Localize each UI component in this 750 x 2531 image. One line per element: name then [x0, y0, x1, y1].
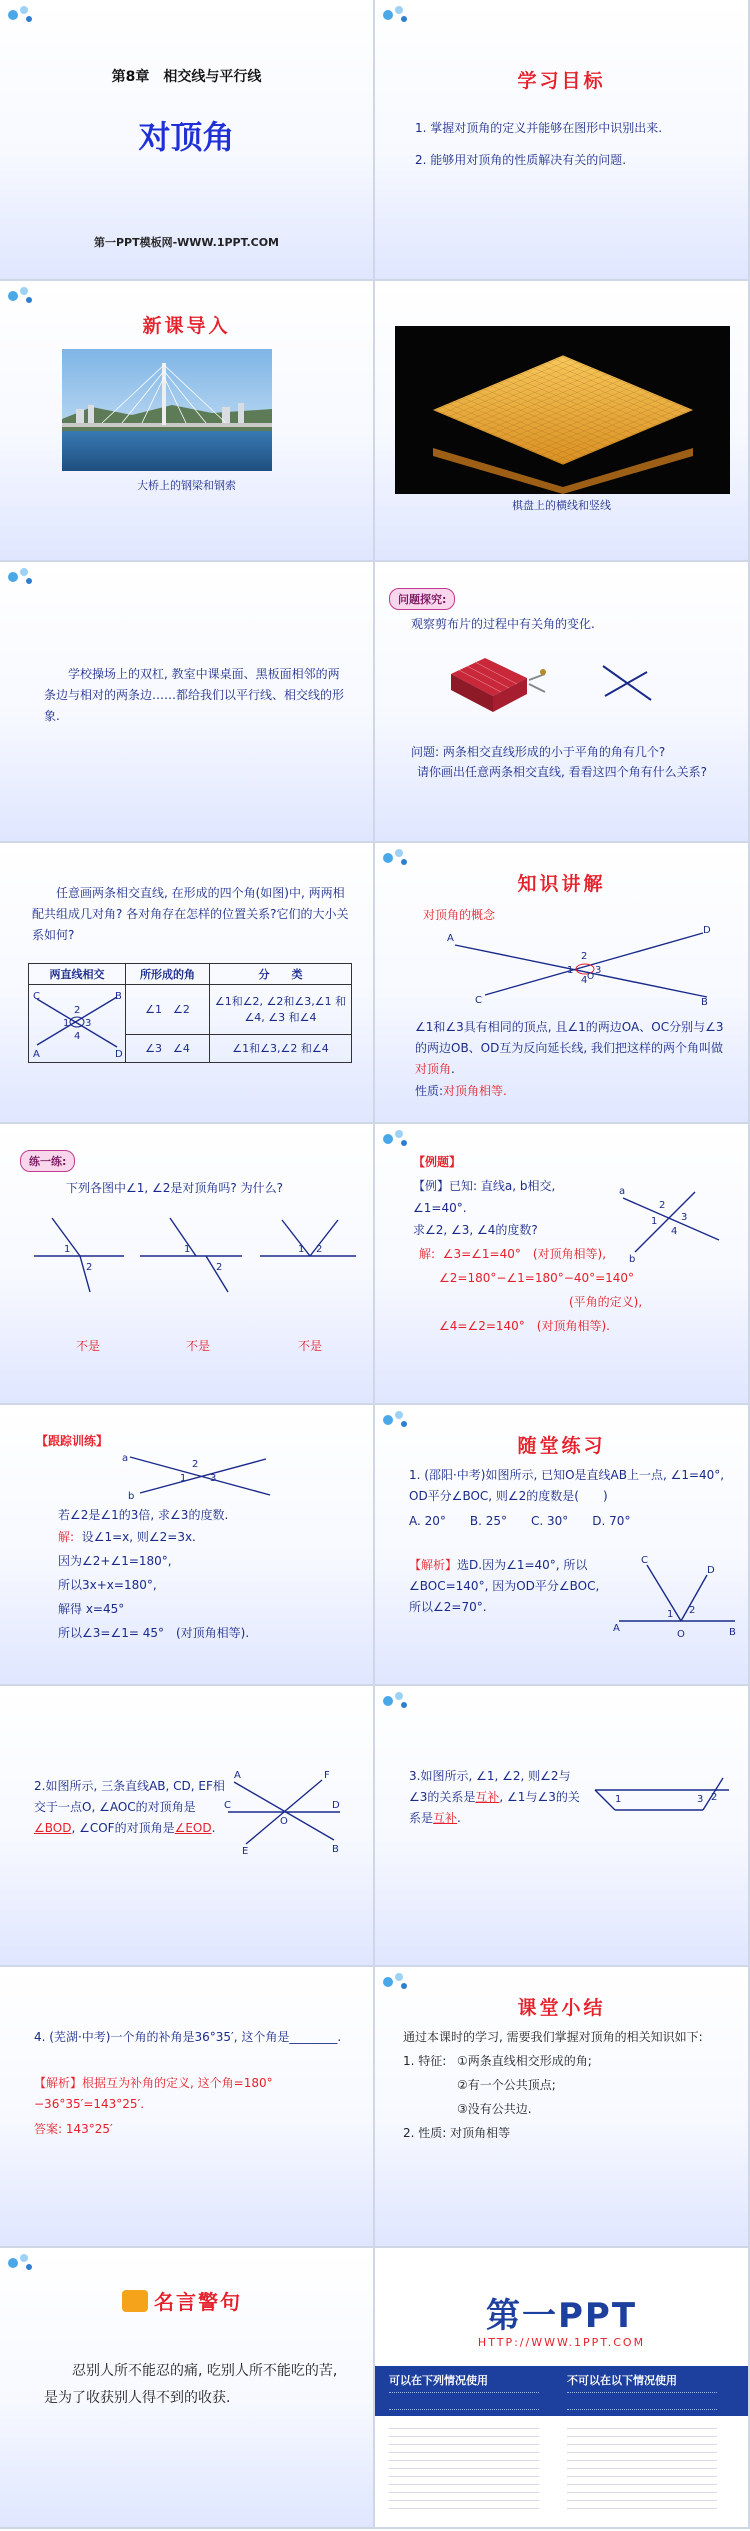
fig-label: 2: [86, 1262, 93, 1273]
brand-url[interactable]: HTTP://WWW.1PPT.COM: [477, 2336, 646, 2349]
slide-9-practice[interactable]: [0, 1124, 375, 1405]
table-cell: ∠3 ∠4: [126, 1034, 210, 1062]
observe-line: 观察剪布片的过程中有关角的变化.: [411, 617, 595, 631]
chapter-title: 第8章 相交线与平行线: [111, 69, 262, 85]
label-3: 3: [595, 965, 602, 976]
analysis-label: 【解析】: [409, 1558, 458, 1572]
property-line: [415, 1081, 507, 1102]
example-tag: 【例题】: [413, 1155, 462, 1169]
slide-heading: 随堂练习: [517, 1435, 606, 1457]
label-2: 2: [659, 1200, 666, 1211]
slide-17-quote[interactable]: [0, 2248, 375, 2529]
slide-18-brand[interactable]: [375, 2248, 750, 2529]
three-lines-figure: [224, 1766, 344, 1856]
quote-text: 忍别人所不能忍的痛, 吃别人所不能吃的苦, 是为了收获别人得不到的收获.: [44, 2363, 338, 2406]
label-2: 2: [689, 1605, 696, 1616]
label-f: F: [324, 1770, 330, 1781]
line-label-a: a: [122, 1453, 129, 1464]
solution-label: 解:: [58, 1530, 75, 1544]
exercise-2-question: [34, 1776, 234, 1839]
analysis-label: 【解析】: [34, 2076, 83, 2090]
angle-table: [28, 963, 352, 1063]
solution-step: 设∠1=x, 则∠2=3x.: [81, 1530, 196, 1544]
label-b: B: [332, 1844, 339, 1855]
exercise-analysis: [409, 1555, 601, 1618]
sparkle-icon: [6, 2254, 40, 2278]
answer-blank: ∠EOD: [174, 1821, 212, 1835]
label-d: D: [115, 1049, 123, 1059]
answer-blank: ∠BOD: [34, 1821, 72, 1835]
summary-feature-1: ①两条直线相交形成的角;: [457, 2054, 592, 2068]
quote-heading: 名言警句: [154, 2290, 242, 2314]
training-solution-3: 所以3x+x=180°,: [58, 1578, 157, 1592]
link-list-right: [567, 2428, 717, 2514]
sparkle-icon: [6, 287, 40, 311]
exercise-question: 1. (邵阳·中考)如图所示, 已知O是直线AB上一点, ∠1=40°, OD平分∠BOC, 则∠2的度数是( ): [409, 1468, 725, 1503]
q-part: 2.如图所示, 三条直线AB, CD, EF相交于一点O, ∠AOC的对顶角是: [34, 1779, 225, 1814]
slide-6-explore[interactable]: [375, 562, 750, 843]
solution-step: ∠3=∠1=40° (对顶角相等),: [442, 1247, 607, 1261]
fig-label: 2: [216, 1262, 223, 1273]
slide-5-text[interactable]: [0, 562, 375, 843]
answer-3: 不是: [298, 1339, 323, 1353]
example-given: 【例】已知: 直线a, b相交,: [413, 1179, 556, 1193]
answer-2: 不是: [186, 1339, 211, 1353]
label-1: 1: [63, 1018, 70, 1029]
label-d: D: [332, 1800, 340, 1811]
table-question: 任意画两条相交直线, 在形成的四个角(如图)中, 两两相配共组成几对角? 各对角存在怎样的位置关系?它们的大小关系如何?: [32, 886, 349, 942]
summary-feature-3: ③没有公共边.: [457, 2102, 532, 2116]
label-b: B: [115, 991, 122, 1002]
exercise-4-answer: 答案: 143°25′: [34, 2122, 113, 2136]
table-cell: ∠1 ∠2: [126, 985, 210, 1035]
bridge-photo: [62, 349, 272, 471]
table-header: 所形成的角: [126, 964, 210, 985]
slide-7-table[interactable]: [0, 843, 375, 1124]
sparkle-icon: [6, 568, 40, 592]
slide-14-exercise-3[interactable]: [375, 1686, 750, 1967]
exercise-options: A. 20° B. 25° C. 30° D. 70°: [409, 1514, 631, 1528]
label-a: A: [613, 1623, 620, 1634]
label-a: A: [447, 933, 454, 944]
label-a: A: [33, 1049, 40, 1059]
slide-2-goals[interactable]: [375, 0, 750, 281]
slide-heading: 新课导入: [142, 315, 231, 337]
brand-band: [375, 2366, 748, 2416]
practice-question: 下列各图中∠1, ∠2是对顶角吗? 为什么?: [66, 1181, 283, 1195]
training-figure: [120, 1451, 280, 1501]
intersecting-lines-figure: [29, 985, 125, 1059]
exercise-4-question: 4. (芜湖·中考)一个角的补角是36°35′, 这个角是________.: [34, 2030, 342, 2044]
example-angle: ∠1=40°.: [413, 1201, 467, 1215]
label-o: O: [280, 1816, 288, 1827]
line-label-a: a: [619, 1186, 626, 1197]
answer-blank: 互补: [475, 1790, 500, 1804]
fig-label: 2: [316, 1244, 323, 1255]
summary-feature-2: ②有一个公共顶点;: [457, 2078, 556, 2092]
label-3: 3: [681, 1212, 688, 1223]
label-1: 1: [180, 1473, 187, 1484]
training-solution-1: [58, 1527, 196, 1548]
link-list-left: [389, 2428, 539, 2514]
solution-label: 解:: [419, 1247, 436, 1261]
label-1: 1: [567, 965, 574, 976]
q-part: .: [211, 1821, 216, 1835]
line-label-b: b: [128, 1491, 135, 1501]
slide-3-intro[interactable]: [0, 281, 375, 562]
table-header: 两直线相交: [29, 964, 126, 985]
answer-1: 不是: [76, 1339, 101, 1353]
label-o: O: [677, 1629, 685, 1640]
bridge-caption: 大桥上的钢梁和钢索: [137, 479, 236, 492]
property-text: 对顶角相等.: [443, 1084, 507, 1098]
answer-blank: 互补: [433, 1811, 458, 1825]
band-cannot-use: 不可以在以下情况使用: [567, 2374, 677, 2387]
label-4: 4: [671, 1226, 678, 1237]
label-1: 1: [615, 1794, 622, 1805]
cover-site: 第一PPT模板网-WWW.1PPT.COM: [93, 236, 280, 249]
q-part: .: [457, 1811, 461, 1825]
goal-2: 2. 能够用对顶角的性质解决有关的问题.: [415, 153, 627, 167]
q-part: , ∠1与∠3的关系是: [409, 1790, 580, 1825]
exercise-4-analysis: [34, 2073, 344, 2115]
label-1: 1: [651, 1216, 658, 1227]
label-2: 2: [581, 951, 588, 962]
solution-3: (平角的定义),: [569, 1295, 643, 1309]
band-lines: [567, 2392, 717, 2410]
question-2: 请你画出任意两条相交直线, 看看这四个角有什么关系?: [417, 765, 708, 779]
slide-16-summary[interactable]: [375, 1967, 750, 2248]
table-figure-cell: [29, 985, 126, 1063]
label-1: 1: [667, 1609, 674, 1620]
label-4: 4: [74, 1031, 81, 1042]
q-part: , ∠COF的对顶角是: [71, 1821, 175, 1835]
label-4: 4: [581, 975, 588, 986]
fig-label: 1: [64, 1244, 71, 1255]
pencil-icon: [122, 2290, 148, 2312]
label-c: C: [475, 995, 482, 1006]
label-a: A: [234, 1770, 241, 1781]
property-label: 性质:: [415, 1084, 444, 1098]
solution-2: ∠2=180°−∠1=180°−40°=140°: [439, 1271, 635, 1285]
solution-1: [419, 1244, 606, 1265]
sparkle-icon: [381, 1692, 415, 1716]
slide-heading: 课堂小结: [517, 1997, 606, 2019]
vertical-angles-figure: [445, 923, 715, 1007]
label-o: O: [587, 972, 595, 982]
label-3: 3: [85, 1018, 92, 1029]
analysis-text: 根据互为补角的定义, 这个角=180°−36°35′=143°25′.: [34, 2076, 273, 2111]
label-2: 2: [74, 1005, 81, 1016]
exercise-figure: [611, 1551, 741, 1651]
brand-logo: 第一PPT: [485, 2296, 638, 2336]
quote-heading-box: [122, 2286, 242, 2315]
explore-tag: 问题探究:: [389, 588, 455, 610]
exercise-3-figure: [587, 1770, 737, 1830]
label-3: 3: [210, 1473, 217, 1484]
q-part: 3.如图所示, ∠1, ∠2, 则∠2与∠3的关系是: [409, 1769, 571, 1804]
label-d: D: [707, 1565, 715, 1576]
definition-text: ∠1和∠3具有相同的顶点, 且∠1的两边OA、OC分别与∠3的两边OB、OD互为反向延长线, 我们把这样的两个角叫做: [415, 1020, 724, 1055]
chessboard-photo: [395, 326, 730, 494]
band-lines: [389, 2392, 539, 2410]
example-ask: 求∠2, ∠3, ∠4的度数?: [413, 1223, 538, 1237]
concept-subtitle: 对顶角的概念: [423, 908, 496, 922]
slide-4-chessboard[interactable]: [375, 281, 750, 562]
slide-10-example[interactable]: [375, 1124, 750, 1405]
training-solution-2: 因为∠2+∠1=180°,: [58, 1554, 172, 1568]
label-d: D: [703, 925, 711, 936]
sparkle-icon: [381, 6, 415, 30]
label-b: B: [701, 997, 708, 1007]
table-cell: ∠1和∠3,∠2 和∠4: [209, 1034, 351, 1062]
summary-intro: 通过本课时的学习, 需要我们掌握对顶角的相关知识如下:: [403, 2030, 703, 2044]
solution-4: ∠4=∠2=140° (对顶角相等).: [439, 1319, 610, 1333]
label-c: C: [224, 1800, 231, 1811]
label-2: 2: [192, 1459, 199, 1470]
cloth-scissors-figure: [445, 650, 675, 720]
goal-1: 1. 掌握对顶角的定义并能够在图形中识别出来.: [415, 121, 663, 135]
training-question: 若∠2是∠1的3倍, 求∠3的度数.: [58, 1508, 229, 1522]
slide-heading: 学习目标: [517, 70, 606, 92]
exercise-3-question: [409, 1766, 581, 1829]
cover-title: 对顶角: [138, 118, 235, 156]
slide-12-exercise[interactable]: [375, 1405, 750, 1686]
fig-label: 1: [298, 1244, 305, 1255]
analysis-text: 选D.因为∠1=40°, 所以∠BOC=140°, 因为OD平分∠BOC, 所以∠2=70°.: [409, 1558, 600, 1614]
sparkle-icon: [381, 1130, 415, 1154]
slide-11-training[interactable]: [0, 1405, 375, 1686]
slide-8-concept[interactable]: [375, 843, 750, 1124]
practice-figures: [20, 1204, 360, 1304]
label-c: C: [33, 991, 40, 1002]
table-header: 分 类: [209, 964, 351, 985]
training-tag: 【跟踪训练】: [36, 1434, 109, 1448]
label-b: B: [729, 1627, 736, 1638]
definition-end: .: [451, 1062, 455, 1076]
concept-definition: [415, 1017, 733, 1080]
line-label-b: b: [629, 1254, 636, 1264]
example-figure: [615, 1184, 725, 1264]
label-3: 3: [697, 1794, 704, 1805]
band-can-use: 可以在下列情况使用: [389, 2374, 488, 2387]
label-c: C: [641, 1555, 648, 1566]
practice-tag: 练一练:: [20, 1150, 75, 1172]
definition-term: 对顶角: [415, 1062, 452, 1076]
label-2: 2: [711, 1792, 718, 1803]
summary-feature: 1. 特征:: [403, 2054, 447, 2068]
table-cell: ∠1和∠2, ∠2和∠3,∠1 和∠4, ∠3 和∠4: [209, 985, 351, 1035]
training-solution-5: 所以∠3=∠1= 45° (对顶角相等).: [58, 1626, 250, 1640]
training-solution-4: 解得 x=45°: [58, 1602, 125, 1616]
summary-property: 2. 性质: 对顶角相等: [403, 2126, 511, 2140]
slide-heading: 知识讲解: [517, 873, 606, 895]
question-1: 问题: 两条相交直线形成的小于平角的角有几个?: [411, 745, 666, 759]
sparkle-icon: [6, 6, 40, 30]
slide-13-exercise-2[interactable]: [0, 1686, 375, 1967]
fig-label: 1: [184, 1244, 191, 1255]
intro-paragraph: 学校操场上的双杠, 教室中课桌面、黑板面相邻的两条边与相对的两条边……都给我们以平行线、相交线的形象.: [44, 667, 345, 723]
chessboard-caption: 棋盘上的横线和竖线: [512, 499, 611, 512]
slide-15-exercise-4[interactable]: [0, 1967, 375, 2248]
label-e: E: [242, 1846, 249, 1856]
slide-1-cover[interactable]: [0, 0, 375, 281]
